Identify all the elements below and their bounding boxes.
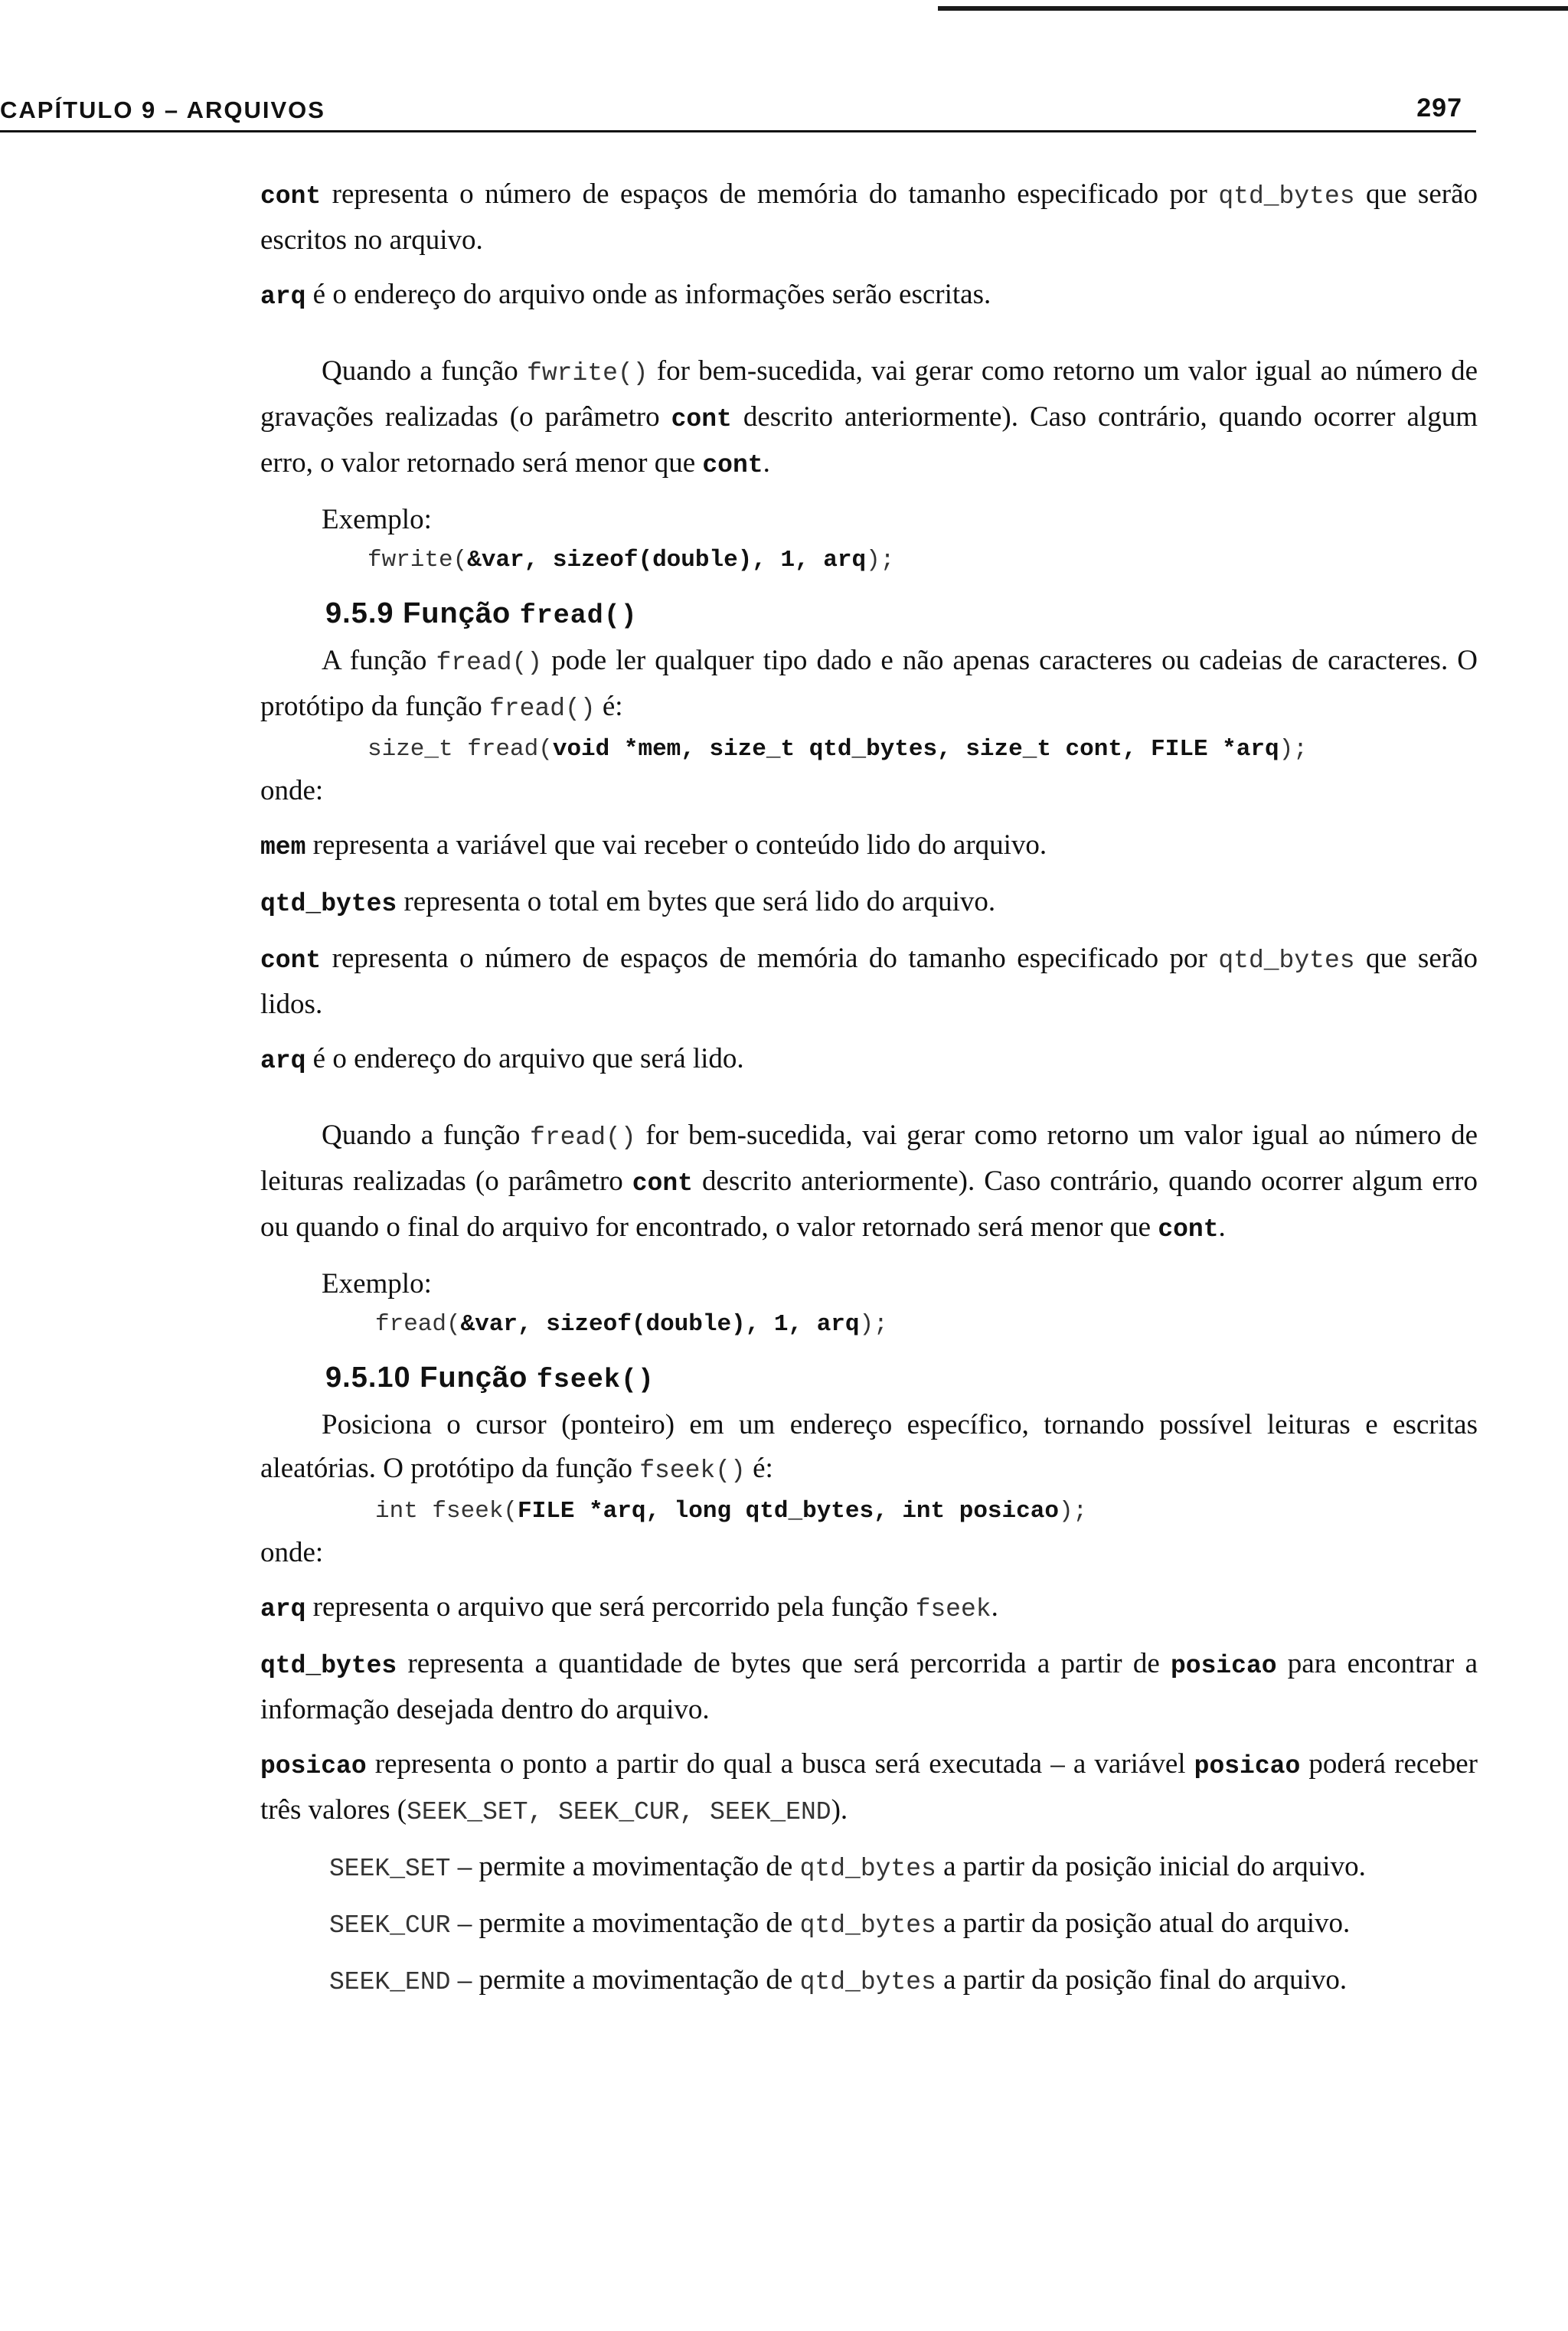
- seek-end-item: SEEK_END – permite a movimentação de qtd_bytes a partir da posição final do arquivo.: [329, 1964, 1348, 1996]
- seek-cur-item: SEEK_CUR – permite a movimentação de qtd_bytes a partir da posição atual do arquivo.: [329, 1908, 1351, 1940]
- section-heading-fread: 9.5.9 Função fread(): [325, 597, 638, 631]
- fseek-onde: onde:: [260, 1537, 324, 1568]
- seek-set-item: SEEK_SET – permite a movimentação de qtd_bytes a partir da posição inicial do arquivo.: [329, 1851, 1366, 1883]
- fread-return-paragraph: Quando a função fread() for bem-sucedida, vai gerar como retorno um valor igual ao número de leituras realizadas (o parâmetro cont descrito anteriormente). Caso contrário, quando ocorrer algum erro ou quando o final do arquivo for encontrado, o valor retornado será menor que cont.: [260, 1120, 1478, 1244]
- fseek-prototype-code: int fseek(FILE *arq, long qtd_bytes, int posicao);: [375, 1498, 1088, 1525]
- fread-intro: A função fread() pode ler qualquer tipo dado e não apenas caracteres ou cadeias de caracteres. O protótipo da função fread() é:: [260, 645, 1478, 723]
- fseek-qtd-definition: qtd_bytes representa a quantidade de bytes que será percorrida a partir de posicao para encontrar a informação desejada dentro do arquivo.: [260, 1648, 1478, 1725]
- fread-example-code: fread(&var, sizeof(double), 1, arq);: [375, 1311, 888, 1338]
- page-number: 297: [1416, 93, 1462, 123]
- fn-fwrite: fwrite(): [527, 359, 648, 387]
- term-qtd-bytes: qtd_bytes: [1218, 182, 1355, 211]
- fwrite-arq-definition: arq é o endereço do arquivo onde as informações serão escritas.: [260, 279, 991, 311]
- top-rule: [938, 6, 1568, 11]
- example-label: Exemplo:: [322, 504, 432, 535]
- fread-mem-definition: mem representa a variável que vai receber o conteúdo lido do arquivo.: [260, 829, 1047, 861]
- term-arq: arq: [260, 283, 306, 311]
- fread-prototype-code: size_t fread(void *mem, size_t qtd_bytes, size_t cont, FILE *arq);: [368, 736, 1308, 763]
- fread-onde: onde:: [260, 775, 324, 806]
- fread-qtd-definition: qtd_bytes representa o total em bytes que será lido do arquivo.: [260, 886, 996, 918]
- page-header: [0, 93, 1476, 132]
- term-cont: cont: [260, 182, 322, 211]
- fread-arq-definition: arq é o endereço do arquivo que será lido.: [260, 1043, 744, 1075]
- fseek-posicao-definition: posicao representa o ponto a partir do qual a busca será executada – a variável posicao poderá receber três valores (SEEK_SET, SEEK_CUR, SEEK_END).: [260, 1748, 1478, 1826]
- fwrite-cont-definition: cont representa o número de espaços de memória do tamanho especificado por qtd_bytes que serão escritos no arquivo.: [260, 178, 1478, 256]
- fseek-arq-definition: arq representa o arquivo que será percorrido pela função fseek.: [260, 1591, 998, 1623]
- page-body: [260, 172, 1478, 2004]
- chapter-title: CAPÍTULO 9 – ARQUIVOS: [0, 96, 325, 123]
- fread-example-label: Exemplo:: [322, 1268, 432, 1300]
- section-heading-fseek: 9.5.10 Função fseek(): [325, 1362, 655, 1395]
- fwrite-return-paragraph: Quando a função fwrite() for bem-sucedida, vai gerar como retorno um valor igual ao número de gravações realizadas (o parâmetro cont descrito anteriormente). Caso contrário, quando ocorrer algum erro, o valor retornado será menor que cont.: [260, 355, 1478, 479]
- fseek-intro: Posiciona o cursor (ponteiro) em um endereço específico, tornando possível leituras e escritas aleatórias. O protótipo da função fseek() é:: [260, 1409, 1478, 1485]
- fwrite-example-code: fwrite(&var, sizeof(double), 1, arq);: [368, 547, 895, 574]
- fread-cont-definition: cont representa o número de espaços de memória do tamanho especificado por qtd_bytes que serão lidos.: [260, 943, 1478, 1020]
